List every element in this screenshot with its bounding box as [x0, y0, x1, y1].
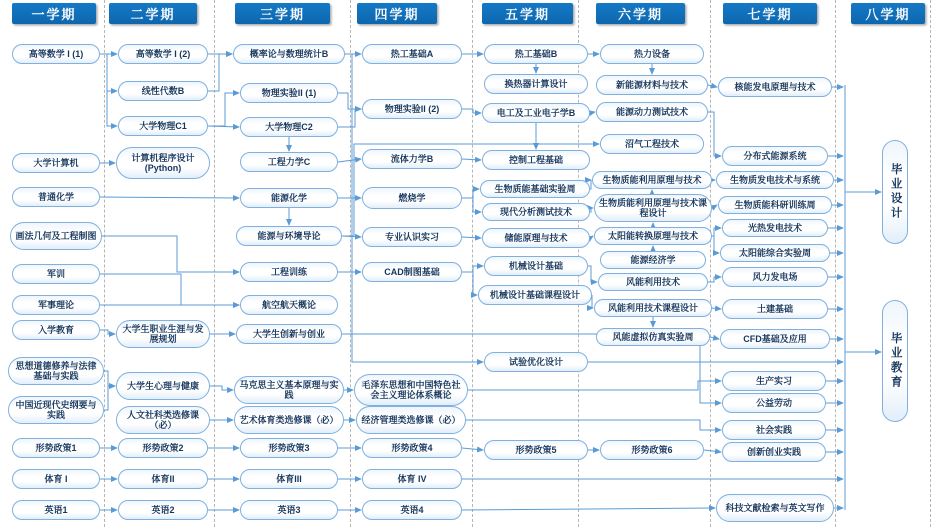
course-node: 热力设备 [600, 44, 704, 64]
edge-connector [710, 337, 719, 339]
course-node: 能源动力测试技术 [596, 102, 708, 122]
course-node: 能源化学 [240, 188, 338, 208]
course-node: 试验优化设计 [484, 352, 588, 372]
course-node: 中国近现代史纲要与实践 [8, 396, 104, 424]
edge-connector [100, 274, 239, 305]
course-node: 大学物理C2 [240, 117, 338, 137]
edge-connector [592, 295, 593, 308]
course-node: 生物质能科研训练周 [718, 196, 832, 214]
course-node: 物理实验II (1) [240, 83, 338, 103]
course-node: 沼气工程技术 [600, 134, 704, 154]
edge-connector [462, 266, 483, 272]
course-node: 马克思主义基本原理与实践 [234, 376, 344, 404]
semester-header: 一学期 [12, 3, 96, 24]
edge-connector [462, 109, 481, 113]
edge-connector [468, 381, 721, 390]
course-node: 艺术体育类选修课（必） [234, 406, 344, 434]
edge-connector [210, 386, 233, 390]
course-node: 分布式能源系统 [722, 146, 828, 166]
course-node: 燃烧学 [362, 187, 462, 209]
course-node: 科技文献检索与英文写作 [716, 494, 834, 522]
course-node: 形势政策1 [12, 438, 100, 458]
course-node: 英语4 [362, 500, 462, 520]
course-node: CAD制图基础 [362, 262, 462, 282]
course-node: 生物质能利用原理与技术 [592, 171, 712, 189]
edge-connector [590, 208, 593, 212]
course-node: 英语3 [240, 500, 338, 520]
course-node: 光热发电技术 [722, 219, 828, 237]
course-node: 工程训练 [240, 262, 338, 282]
course-node: 高等数学 I (1) [12, 44, 100, 64]
course-node: 生物质发电技术与系统 [716, 171, 834, 189]
course-node: 经济管理类选修课（必） [356, 406, 466, 434]
course-node: 体育 IV [362, 469, 462, 489]
edge-connector [466, 420, 721, 430]
edge-connector [712, 228, 721, 236]
course-node: 太阳能综合实验周 [720, 244, 830, 262]
edge-connector [590, 236, 593, 238]
edge-connector [462, 189, 479, 198]
course-node: 风能利用技术 [598, 273, 708, 291]
course-node: 形势政策3 [240, 438, 338, 458]
edge-connector [208, 54, 232, 91]
edge-connector [462, 237, 481, 238]
course-node: 人文社科类选修课（必） [116, 406, 210, 434]
semester-header: 二学期 [109, 3, 197, 24]
semester-header: 三学期 [235, 3, 330, 24]
course-node: 生产实习 [722, 371, 826, 391]
course-node: 毕业教育 [882, 300, 908, 422]
course-node: 储能原理与技术 [482, 228, 590, 248]
edge-connector [462, 272, 477, 295]
course-node: 土建基础 [722, 299, 828, 319]
edge-connector [704, 450, 721, 452]
edge-connector [104, 371, 115, 386]
edge-connector [712, 308, 721, 309]
course-node: 公益劳动 [722, 393, 826, 413]
semester-header: 六学期 [596, 3, 685, 24]
course-node: 线性代数B [118, 81, 208, 101]
course-node: 大学生创新与创业 [236, 324, 342, 344]
semester-header: 五学期 [482, 3, 573, 24]
edge-connector [462, 159, 481, 160]
course-node: 形势政策4 [362, 438, 462, 458]
course-node: 思想道德修养与法律基础与实践 [8, 357, 104, 385]
edge-connector [102, 236, 239, 272]
course-node: 流体力学B [362, 149, 462, 169]
course-node: 计算机程序设计 (Python) [116, 147, 210, 179]
course-node: 机械设计基础 [484, 256, 588, 276]
course-node: 毕业设计 [882, 140, 908, 244]
course-node: 专业认识实习 [362, 227, 462, 247]
course-node: 入学教育 [12, 320, 100, 340]
course-node: 普通化学 [12, 187, 100, 207]
edge-connector [708, 112, 721, 156]
course-node: 大学计算机 [12, 153, 100, 173]
edge-connector [100, 330, 115, 334]
course-node: 热工基础B [484, 44, 588, 64]
edge-connector [338, 109, 361, 127]
course-node: 形势政策5 [484, 440, 588, 460]
course-node: 生物质能利用原理与技术课程设计 [594, 194, 712, 222]
course-node: 控制工程基础 [482, 150, 590, 170]
course-node: 体育 I [12, 469, 100, 489]
edge-connector [208, 93, 239, 126]
course-node: 体育III [240, 469, 338, 489]
edge-connector [588, 266, 597, 282]
course-node: 英语2 [118, 500, 208, 520]
course-node: 太阳能转换原理与技术 [594, 227, 712, 245]
course-node: 军训 [12, 264, 100, 284]
course-node: 画法几何及工程制图 [10, 222, 102, 250]
edge-connector [104, 386, 115, 410]
course-node: 机械设计基础课程设计 [478, 285, 592, 305]
course-node: 概率论与数理统计B [233, 44, 345, 64]
semester-header: 七学期 [723, 3, 817, 24]
edge-connector [338, 159, 361, 162]
course-node: 能源与环境导论 [236, 226, 342, 246]
course-node: 体育II [118, 469, 208, 489]
course-node: 创新创业实践 [722, 442, 826, 462]
course-node: 能源经济学 [600, 251, 706, 269]
edge-connector [590, 112, 595, 113]
course-node: 形势政策2 [118, 438, 208, 458]
course-node: 风能虚拟仿真实验周 [596, 328, 710, 346]
course-node: 大学生心理与健康 [116, 372, 210, 400]
course-node: 热工基础A [362, 44, 462, 64]
course-node: 物理实验II (2) [362, 99, 462, 119]
course-node: 核能发电原理与技术 [718, 77, 832, 97]
course-node: 新能源材料与技术 [596, 75, 708, 95]
course-node: 毛泽东思想和中国特色社会主义理论体系概论 [354, 374, 468, 406]
course-node: 大学物理C1 [118, 116, 208, 136]
course-node: 现代分析测试技术 [482, 203, 590, 221]
course-node: 社会实践 [722, 420, 826, 440]
edge-connector [708, 277, 721, 282]
course-node: 高等数学 I (2) [118, 44, 208, 64]
course-node: 工程力学C [240, 152, 338, 172]
edge-connector [462, 508, 715, 510]
edge-connector [338, 93, 361, 109]
edge-connector [100, 54, 117, 91]
course-node: 风力发电场 [722, 267, 828, 287]
edge-connector [712, 236, 719, 253]
edge-connector [100, 54, 117, 126]
course-node: 军事理论 [12, 295, 100, 315]
edge-connector [590, 180, 591, 189]
course-node: 换热器计算设计 [484, 74, 588, 94]
course-node: 电工及工业电子学B [482, 103, 590, 123]
edge-connector [208, 126, 239, 127]
course-node: 英语1 [12, 500, 100, 520]
edge-connector [708, 85, 717, 87]
course-node: 生物质能基础实验周 [480, 180, 590, 198]
semester-header: 四学期 [357, 3, 437, 24]
course-node: 航空航天概论 [240, 295, 338, 315]
semester-header: 八学期 [851, 3, 925, 24]
course-node: 风能利用技术课程设计 [594, 299, 712, 317]
edge-connector [462, 448, 483, 450]
edge-connector [712, 205, 717, 208]
course-node: CFD基础及应用 [720, 329, 830, 349]
edge-connector [462, 198, 481, 212]
edge-connector [100, 197, 239, 198]
course-node: 大学生职业生涯与发展规划 [116, 320, 210, 348]
course-node: 形势政策6 [600, 440, 704, 460]
